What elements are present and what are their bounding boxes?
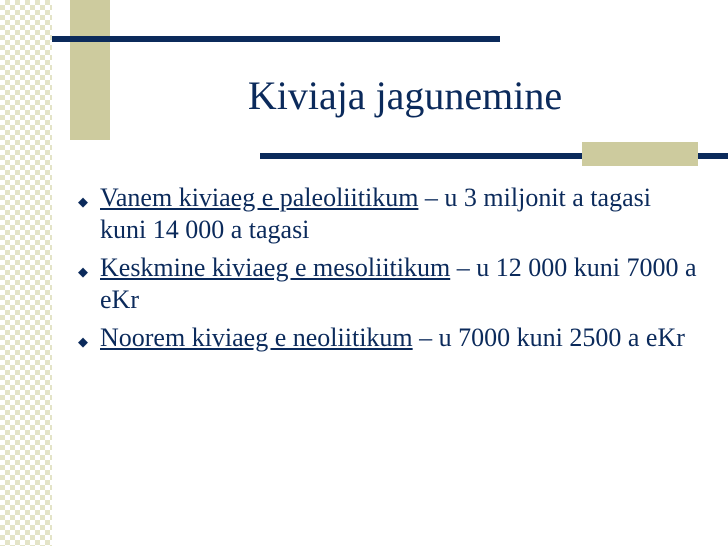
bullet-text: – u 12 000 kuni 7000 a eKr [100, 253, 697, 314]
paleolithic-link[interactable]: Vanem kiviaeg e paleoliitikum [100, 183, 419, 212]
bullet-item [78, 322, 698, 354]
bullet-item [78, 182, 698, 246]
navy-rule-top [52, 36, 500, 42]
diamond-bullet-icon: ◆ [78, 334, 88, 349]
bullet-text: – u 7000 kuni 2500 a eKr [412, 323, 685, 352]
diamond-bullet-icon: ◆ [78, 194, 88, 209]
bullet-text: – u 3 miljonit a tagasi kuni 14 000 a tagasi [100, 183, 651, 244]
slide-title: Kiviaja jagunemine [247, 73, 563, 118]
bullet-list [78, 182, 698, 360]
tan-accent-block-bottom [582, 142, 698, 166]
diamond-bullet-icon: ◆ [78, 264, 88, 279]
mesolithic-link[interactable]: Keskmine kiviaeg e mesoliitikum [100, 253, 451, 282]
tan-accent-block-top [70, 0, 110, 140]
neolithic-link[interactable]: Noorem kiviaeg e neoliitikum [100, 323, 413, 352]
bullet-item [78, 252, 698, 316]
checker-border [0, 0, 52, 546]
